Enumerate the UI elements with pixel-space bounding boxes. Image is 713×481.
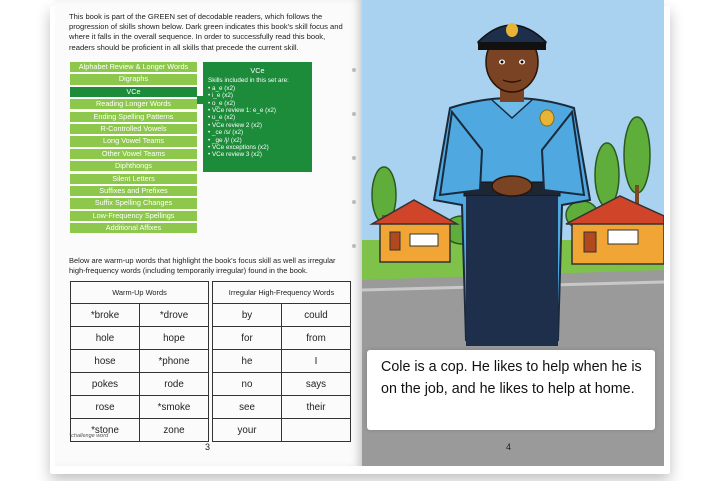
skill-item: Other Vowel Teams <box>70 149 197 159</box>
right-page <box>362 0 664 466</box>
skill-item: Silent Letters <box>70 174 197 184</box>
warmup-header: Warm-Up Words <box>71 282 209 304</box>
story-caption <box>367 350 655 430</box>
word-cell: *phone <box>140 350 209 373</box>
vce-box-title: VCe <box>250 66 265 75</box>
skill-item: Digraphs <box>70 74 197 84</box>
vce-item: • VCe exceptions (x2) <box>208 144 269 152</box>
word-cell: their <box>282 396 351 419</box>
word-cell: *smoke <box>140 396 209 419</box>
footnote: *challenge word <box>69 433 109 439</box>
staple <box>352 156 356 160</box>
word-cell: your <box>213 419 282 442</box>
skill-item: R-Controlled Vowels <box>70 124 197 134</box>
word-cell: *broke <box>71 304 140 327</box>
word-cell: pokes <box>71 373 140 396</box>
skill-item: Ending Spelling Patterns <box>70 112 197 122</box>
staple <box>352 112 356 116</box>
table-row <box>213 304 351 327</box>
skill-item: Suffixes and Prefixes <box>70 186 197 196</box>
table-row <box>71 304 209 327</box>
warmup-intro: Below are warm-up words that highlight the book's focus skill as well as irregular high-frequency words (including temporarily irregular) found in the book. <box>69 256 336 275</box>
skill-item: Suffix Spelling Changes <box>70 198 197 208</box>
skill-item: Alphabet Review & Longer Words <box>70 62 197 72</box>
skill-item: Long Vowel Teams <box>70 136 197 146</box>
word-cell: rose <box>71 396 140 419</box>
word-cell: hole <box>71 327 140 350</box>
word-cell: zone <box>140 419 209 442</box>
word-cell: hose <box>71 350 140 373</box>
irregular-header: Irregular High-Frequency Words <box>213 282 351 304</box>
skill-item: Low-Frequency Spellings <box>70 211 197 221</box>
skill-item: Additional Affixes <box>70 223 197 233</box>
word-cell: says <box>282 373 351 396</box>
left-page <box>55 0 362 466</box>
word-cell: no <box>213 373 282 396</box>
skill-list <box>70 62 197 235</box>
vce-item: • u_e (x2) <box>208 114 236 122</box>
word-cell <box>282 419 351 442</box>
vce-item: • _ge /j/ (x2) <box>208 136 242 144</box>
word-cell: I <box>282 350 351 373</box>
word-cell: he <box>213 350 282 373</box>
table-row <box>213 350 351 373</box>
word-cell: *drove <box>140 304 209 327</box>
vce-item: • a_e (x2) <box>208 84 236 92</box>
word-cell: could <box>282 304 351 327</box>
vce-box-heading: Skills included in this set are: <box>208 77 289 85</box>
binding-staples <box>352 68 358 288</box>
word-cell: for <box>213 327 282 350</box>
table-row <box>71 327 209 350</box>
intro-text: This book is part of the GREEN set of decodable readers, which follows the progression of skills shown below. Dark green indicates this book's skill focus and where it falls in the overall sequence. In order to successfully read this book, readers should be proficient in all skills that precede the current skill. <box>69 12 343 52</box>
word-cell: see <box>213 396 282 419</box>
table-row <box>71 350 209 373</box>
word-cell: from <box>282 327 351 350</box>
table-row <box>71 396 209 419</box>
page-number-right: 4 <box>506 442 512 452</box>
table-row <box>213 396 351 419</box>
word-cell: hope <box>140 327 209 350</box>
skill-item: Diphthongs <box>70 161 197 171</box>
caption-text: Cole is a cop. He likes to help when he is on the job, and he likes to help at home. <box>381 359 642 397</box>
vce-item: • i_e (x2) <box>208 92 233 100</box>
page-number-left: 3 <box>205 442 211 452</box>
staple <box>352 68 356 72</box>
vce-item: • VCe review 3 (x2) <box>208 151 263 159</box>
staple <box>352 244 356 248</box>
table-row <box>213 373 351 396</box>
skill-item: Reading Longer Words <box>70 99 197 109</box>
vce-item: • VCe review 1: e_e (x2) <box>208 107 277 115</box>
skill-item-focus: VCe <box>70 87 197 97</box>
warmup-table <box>70 281 209 442</box>
vce-skill-box <box>203 62 312 172</box>
word-cell: rode <box>140 373 209 396</box>
table-row <box>213 419 351 442</box>
staple <box>352 200 356 204</box>
vce-item: • _ce /s/ (x2) <box>208 129 244 137</box>
vce-item: • VCe review 2 (x2) <box>208 121 263 129</box>
word-cell: *stone <box>71 419 140 442</box>
word-cell: by <box>213 304 282 327</box>
table-row <box>71 373 209 396</box>
table-row <box>213 327 351 350</box>
irregular-table <box>212 281 351 442</box>
vce-item: • o_e (x2) <box>208 99 236 107</box>
